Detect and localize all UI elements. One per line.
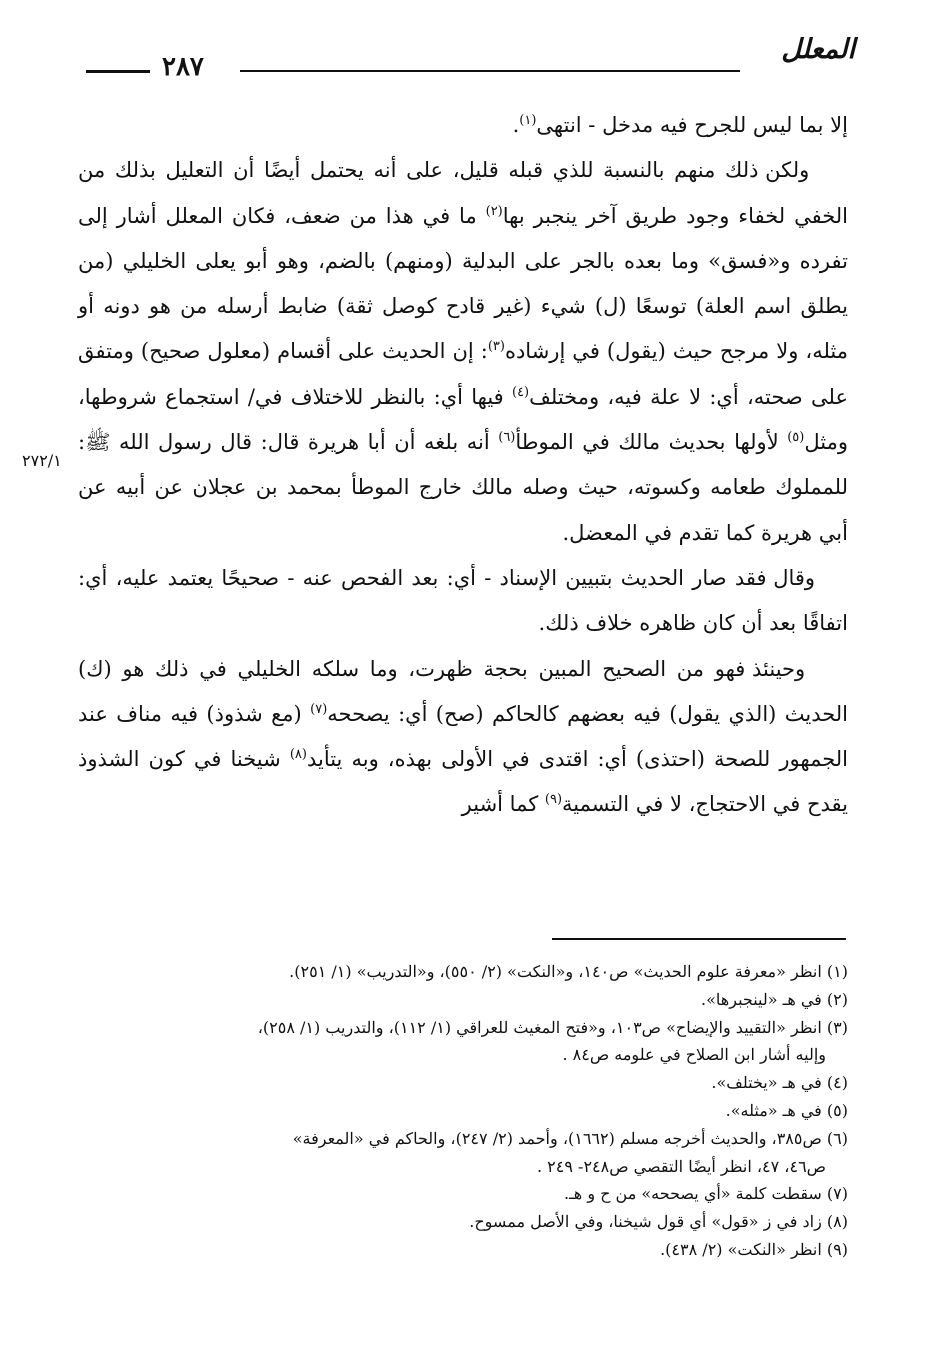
footnote: (٦) ص٣٨٥، والحديث أخرجه مسلم (١٦٦٢)، وأحمد (٢/ ٢٤٧)، والحاكم في «المعرفة» (292, 1128, 848, 1148)
text-run: لأولها بحديث مالك في الموطأ (515, 430, 788, 455)
footnote-ref: (٧) (310, 701, 328, 717)
text-run: ولكن ذلك منهم بالنسبة للذي قبله قليل، على أنه يحتمل أيضًا أن التعليل بذلك من الخفي لخفاء وجود طريق آخر ينجبر بها (78, 158, 848, 228)
header-rule (240, 70, 740, 72)
text-run: (مع شذوذ) فيه مناف عند الجمهور للصحة (احتذى) أي: اقتدى في الأولى بهذه، وبه يتأيد (78, 701, 849, 772)
footnote: (٩) انظر «النكت» (٢/ ٤٣٨). (660, 1239, 848, 1259)
footnote-ref: (١) (519, 113, 537, 128)
footnote-ref: (٢) (485, 203, 503, 219)
text-run: . (512, 113, 520, 137)
footnote-continuation: ص٤٦، ٤٧، انظر أيضًا التقصي ص٢٤٨- ٢٤٩ . (536, 1156, 826, 1176)
footnote-continuation: وإليه أشار ابن الصلاح في علومه ص٨٤ . (562, 1045, 826, 1065)
footnote-ref: (٤) (511, 384, 530, 400)
footnote: (٤) في هـ «يختلف». (711, 1073, 848, 1093)
footnote: (٣) انظر «التقييد والإيضاح» ص١٠٣، و«فتح المغيث للعراقي (١/ ١١٢)، والتدريب (١/ ٢٥٨)، (257, 1017, 848, 1037)
footnote-ref: (٣) (487, 339, 505, 355)
footnote-ref: (٦) (498, 430, 516, 446)
footnote: (٥) في هـ «مثله». (725, 1100, 848, 1120)
text-run: وحينئذ فهو من الصحيح المبين بحجة ظهرت، وما سلكه الخليلي في ذلك هو (ك) الحديث (الذي يقول) فيه بعضهم كالحاكم (صح) أي: يصححه (78, 656, 849, 726)
footnote: (١) انظر «معرفة علوم الحديث» ص١٤٠، و«النكت» (٢/ ٥٥٠)، و«التدريب» (١/ ٢٥١). (289, 962, 848, 981)
main-text (78, 103, 848, 828)
paragraph (78, 103, 848, 148)
text-run: : إن الحديث على أقسام (معلول صحيح) ومتفق على صحته، أي: لا علة فيه، ومختلف (78, 339, 848, 409)
text-run: أنه بلغه أن أبا هريرة قال: قال رسول الله ﷺ: للمملوك طعامه وكسوته، حيث وصله مالك خارج الموطأ بمحمد بن عجلان عن أبيه عن أبي هريرة كما تقدم في المعضل. (78, 430, 848, 545)
footnotes (78, 958, 848, 1264)
footnote: (٨) زاد في ز «قول» أي قول شيخنا، وفي الأصل ممسوح. (469, 1212, 848, 1232)
text-run: ما في هذا من ضعف، فكان المعلل أشار إلى تفرده و«فسق» وما بعده بالجر على البدلية (ومنهم) بالضم، وهو أبو يعلى الخليلي (من يطلق اسم العلة) توسعًا (ل) شيء (غير قادح كوصل ثقة) ضابط أرسله من هو دونه أو مثله، ولا مرجح حيث (يقول) في إرشاده (78, 203, 848, 364)
footnote-ref: (٩) (544, 792, 563, 808)
margin-reference: ٢٧٢/١ (22, 451, 62, 470)
footnote-ref: (٥) (787, 430, 805, 446)
text-run: كما أشير (461, 792, 545, 817)
text-run: وقال فقد صار الحديث بتبيين الإسناد - أي: بعد الفحص عنه - صحيحًا يعتمد عليه، أي: اتفاقًا بعد أن كان ظاهره خلاف ذلك. (78, 565, 848, 636)
footnote-ref: (٨) (289, 747, 307, 763)
header-rule-short (86, 70, 150, 73)
text-run: شيخنا في كون الشذوذ يقدح في الاحتجاج، لا في التسمية (78, 747, 848, 817)
page-header (80, 30, 855, 80)
running-title: المعلل (781, 34, 855, 65)
paragraph (78, 647, 848, 828)
footnote: (٧) سقطت كلمة «أي يصححه» من ح و هـ. (564, 1184, 848, 1204)
footnote: (٢) في هـ «لينجبرها». (701, 989, 848, 1009)
text-run: إلا بما ليس للجرح فيه مدخل - انتهى (536, 113, 848, 137)
text-run: فيها أي: بالنظر للاختلاف في/ استجماع شروطها، ومثل (78, 384, 848, 455)
paragraph (78, 148, 848, 556)
paragraph (78, 556, 848, 647)
page-number: ٢٨٧ (162, 52, 204, 82)
footnote-separator (552, 938, 846, 940)
